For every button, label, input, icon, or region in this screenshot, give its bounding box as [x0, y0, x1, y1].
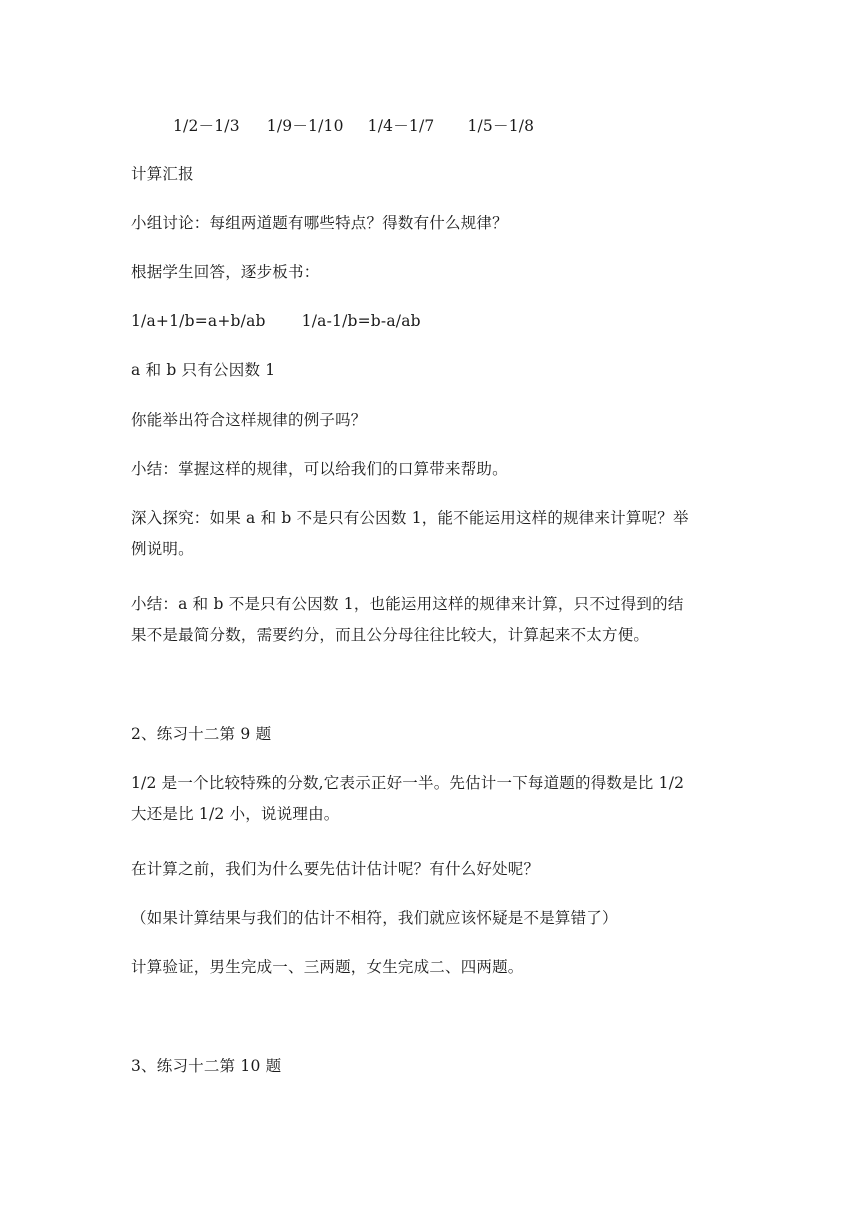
paragraph-summary-2-line-2: 果不是最简分数，需要约分，而且公分母往往比较大，计算起来不太方便。 [131, 626, 650, 644]
paragraph-calc-report: 计算汇报 [131, 165, 194, 183]
paragraph-group-discussion: 小组讨论：每组两道题有哪些特点？得数有什么规律？ [131, 214, 508, 232]
paragraph-explore-line-1: 深入探究：如果 a 和 b 不是只有公因数 1，能不能运用这样的规律来计算呢？举 [131, 509, 689, 527]
formula-item: 1/2－1/3 [173, 117, 240, 135]
formula-item: 1/9－1/10 [266, 117, 344, 135]
paragraph-parenthetical: （如果计算结果与我们的估计不相符，我们就应该怀疑是不是算错了） [131, 909, 618, 927]
paragraph-board-writing: 根据学生回答，逐步板书： [131, 263, 320, 281]
paragraph-common-factor: a 和 b 只有公因数 1 [131, 361, 276, 379]
paragraph-half-line-1: 1/2 是一个比较特殊的分数,它表示正好一半。先估计一下每道题的得数是比 1/2 [131, 774, 685, 792]
paragraph-explore-line-2: 例说明。 [131, 540, 194, 558]
formula-row-rules [131, 310, 421, 332]
heading-exercise-9: 2、练习十二第 9 题 [131, 725, 272, 743]
formula-row-subtraction [173, 115, 534, 137]
heading-exercise-10: 3、练习十二第 10 题 [131, 1057, 282, 1075]
paragraph-summary-1: 小结：掌握这样的规律，可以给我们的口算带来帮助。 [131, 460, 508, 478]
formula-item: 1/a-1/b=b-a/ab [301, 312, 421, 330]
formula-item: 1/5－1/8 [467, 117, 535, 135]
paragraph-example-question: 你能举出符合这样规律的例子吗？ [131, 411, 367, 429]
paragraph-why-estimate: 在计算之前，我们为什么要先估计估计呢？有什么好处呢？ [131, 860, 540, 878]
paragraph-verify: 计算验证，男生完成一、三两题，女生完成二、四两题。 [131, 958, 524, 976]
formula-item: 1/a+1/b=a+b/ab [131, 312, 266, 330]
paragraph-half-line-2: 大还是比 1/2 小，说说理由。 [131, 805, 340, 823]
formula-item: 1/4－1/7 [367, 117, 435, 135]
paragraph-summary-2-line-1: 小结：a 和 b 不是只有公因数 1，也能运用这样的规律来计算，只不过得到的结 [131, 595, 684, 613]
